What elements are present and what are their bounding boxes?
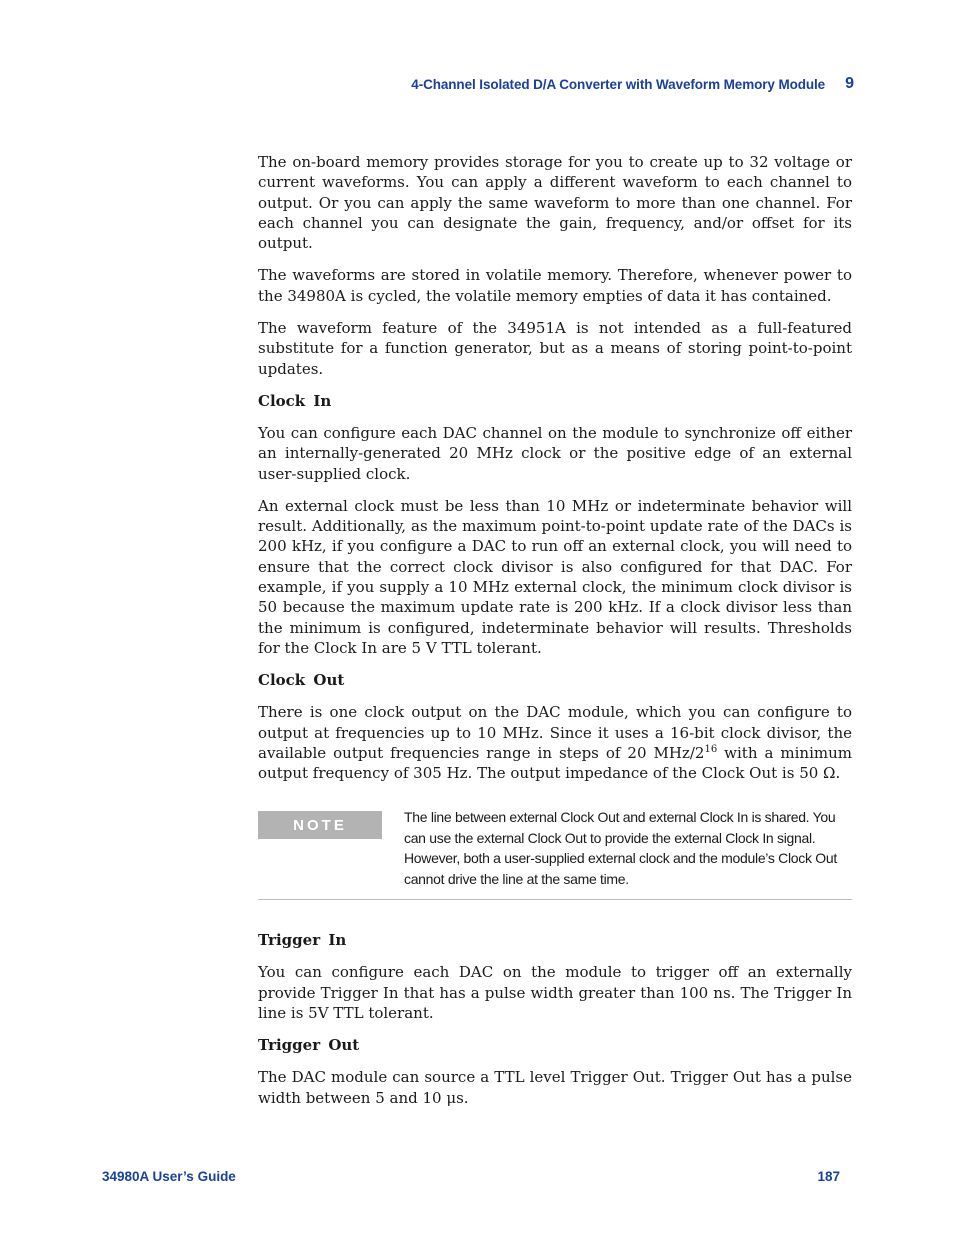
clock-out-heading: Clock Out xyxy=(258,671,345,690)
intro-paragraph-2: The waveforms are stored in volatile memory. Therefore, whenever power to the 34980A is cycled, the volatile memory empties of data it has contained. xyxy=(258,266,852,305)
clock-out-paragraph xyxy=(258,702,852,783)
trigger-in-heading: Trigger In xyxy=(258,931,347,950)
page-number: 187 xyxy=(817,1168,840,1184)
guide-title: 34980A User’s Guide xyxy=(102,1168,236,1184)
trigger-in-paragraph: You can configure each DAC on the module to trigger off an externally provide Trigger In that has a pulse width greater than 100 ns. The Trigger In line is 5V TTL tolerant. xyxy=(258,963,852,1023)
note-label: NOTE xyxy=(258,811,382,839)
clock-out-text-a: There is one clock output on the DAC module, which you can configure to output at frequencies up to 10 MHz. Since it uses a 16-bit clock divisor, the available output frequencies range in steps of 20 MHz/2 xyxy=(258,703,852,762)
page-content xyxy=(258,152,852,1120)
clock-in-heading: Clock In xyxy=(258,391,332,410)
clock-in-paragraph-2: An external clock must be less than 10 MHz or indeterminate behavior will result. Additionally, as the maximum point-to-point update rate of the DACs is 200 kHz, if you configure a DAC to run off an external clock, you will need to ensure that the correct clock divisor is also configured for that DAC. For example, if you supply a 10 MHz external clock, the minimum clock divisor is 50 because the maximum update rate is 200 kHz. If a clock divisor less than the minimum is configured, indeterminate behavior will results. Thresholds for the Clock In are 5 V TTL tolerant. xyxy=(258,496,852,657)
intro-paragraph-3: The waveform feature of the 34951A is not intended as a full-featured substitute for a function generator, but as a means of storing point-to-point updates. xyxy=(258,319,852,378)
note-text: The line between external Clock Out and external Clock In is shared. You can use the external Clock Out to provide the external Clock In signal. However, both a user-supplied external clock and the module’s Clock Out cannot drive the line at the same time. xyxy=(404,809,837,887)
note-box xyxy=(258,807,852,900)
clock-out-text-b: with a minimum output frequency of 305 Hz. The output impedance of the Clock Out is 50 Ω. xyxy=(258,743,852,783)
running-header xyxy=(411,74,854,94)
section-title: 4-Channel Isolated D/A Converter with Waveform Memory Module xyxy=(411,76,826,92)
running-footer xyxy=(102,1166,840,1186)
clock-in-paragraph-1: You can configure each DAC channel on the module to synchronize off either an internally-generated 20 MHz clock or the positive edge of an external user-supplied clock. xyxy=(258,423,852,483)
clock-out-exponent: 16 xyxy=(704,743,718,755)
intro-paragraph-1: The on-board memory provides storage for you to create up to 32 voltage or current waveforms. You can apply a different waveform to each channel to output. Or you can apply the same waveform to more than one channel. For each channel you can designate the gain, frequency, and/or offset for its output. xyxy=(258,153,852,253)
trigger-out-paragraph: The DAC module can source a TTL level Trigger Out. Trigger Out has a pulse width between 5 and 10 μs. xyxy=(258,1068,852,1107)
chapter-number: 9 xyxy=(845,75,854,92)
trigger-out-heading: Trigger Out xyxy=(258,1036,360,1055)
